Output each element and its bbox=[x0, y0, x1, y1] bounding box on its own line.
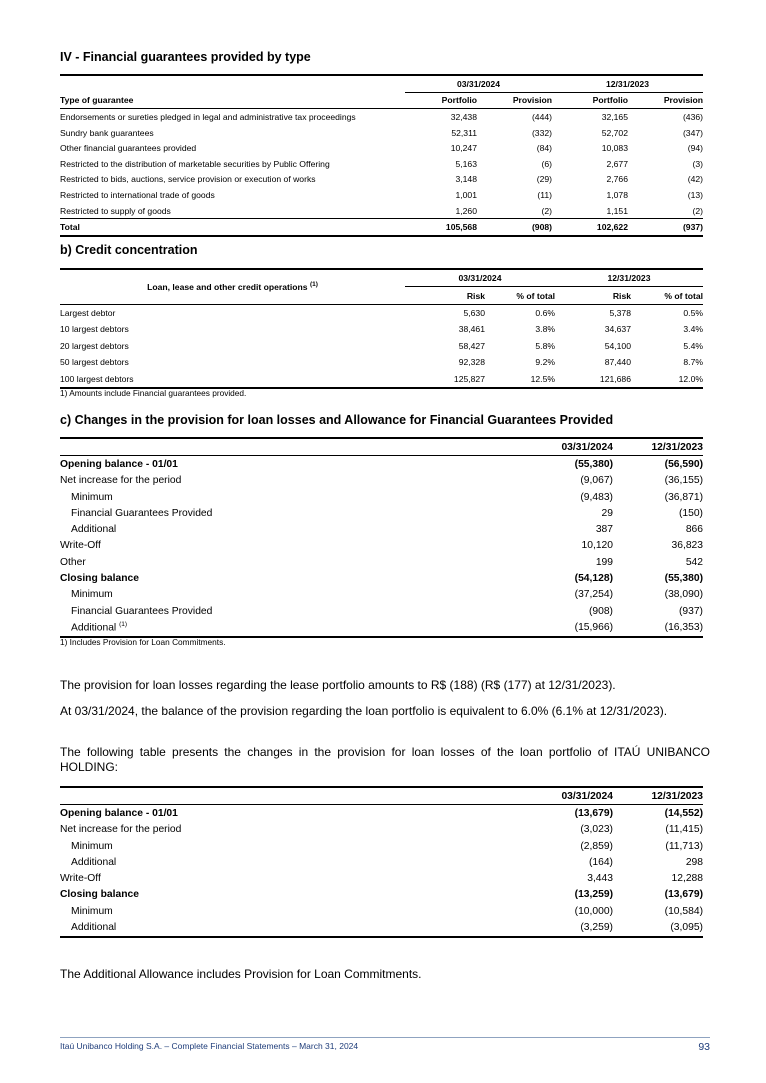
table-row: Opening balance - 01/01 (13,679) (14,552) bbox=[60, 807, 703, 819]
table-row: Additional $^{(1)}$ (15,966) (16,353) bbox=[60, 619, 703, 636]
table-row: Minimum (2,859) (11,713) bbox=[71, 840, 703, 852]
section-iv-title: IV - Financial guarantees provided by type bbox=[60, 50, 311, 64]
section-c-title: c) Changes in the provision for loan losses and Allowance for Financial Guarantees Provided bbox=[60, 413, 614, 427]
page-number: 93 bbox=[698, 1041, 710, 1053]
table-row: Financial Guarantees Provided (908) (937) bbox=[71, 605, 703, 617]
iv-col-portfolio-1: Portfolio bbox=[405, 92, 477, 109]
table-row: Opening balance - 01/01 (55,380) (56,590) bbox=[60, 458, 703, 470]
section-c-note: 1) Includes Provision for Loan Commitments. bbox=[60, 637, 226, 647]
table-row: Write-Off 3,443 12,288 bbox=[60, 873, 703, 885]
table-row: 10 largest debtors 38,461 3.8% 34,637 3.4% bbox=[60, 324, 703, 335]
b-period2: 12/31/2023 bbox=[555, 269, 703, 287]
table-row: Other financial guarantees provided 10,247 (84) 10,083 (94) bbox=[60, 143, 703, 154]
table-row: 50 largest debtors 92,328 9.2% 87,440 8.7% bbox=[60, 357, 703, 368]
total-row: Total 105,568 (908) 102,622 (937) bbox=[60, 219, 703, 236]
paragraph-intro: The following table presents the changes in the provision for loan losses of the loan portfolio of ITAÚ UNIBANCO HOLDING: bbox=[60, 745, 710, 774]
section-b-title: b) Credit concentration bbox=[60, 243, 198, 257]
c-period1: 03/31/2024 bbox=[523, 438, 613, 456]
d-period1: 03/31/2024 bbox=[523, 787, 613, 805]
iv-period1: 03/31/2024 bbox=[405, 75, 552, 92]
paragraph-balance: At 03/31/2024, the balance of the provision regarding the loan portfolio is equivalent to 6.0% (6.1% at 12/31/2023). bbox=[60, 704, 668, 718]
table-row: Additional (3,259) (3,095) bbox=[60, 919, 703, 936]
c-period2: 12/31/2023 bbox=[613, 438, 703, 456]
table-row: Minimum (10,000) (10,584) bbox=[71, 905, 703, 917]
iv-col-portfolio-2: Portfolio bbox=[552, 92, 628, 109]
table-row: Other 199 542 bbox=[60, 556, 703, 568]
b-col-risk-1: Risk bbox=[405, 287, 485, 304]
paragraph-lease: The provision for loan losses regarding the lease portfolio amounts to R$ (188) (R$ (177) at 12/31/2023). bbox=[60, 678, 616, 692]
guarantees-table bbox=[60, 74, 703, 237]
table-row: Financial Guarantees Provided 29 (150) bbox=[71, 507, 703, 519]
table-row: Restricted to the distribution of marketable securities by Public Offering 5,163 (6) 2,677 (3) bbox=[60, 158, 703, 169]
b-col-pct-1: % of total bbox=[485, 287, 555, 304]
b-col-risk-2: Risk bbox=[555, 287, 631, 304]
iv-col-provision-2: Provision bbox=[628, 92, 703, 109]
footer-text: Itaú Unibanco Holding S.A. – Complete Financial Statements – March 31, 2024 bbox=[60, 1041, 359, 1051]
loan-provision-table bbox=[60, 786, 703, 938]
table-row: Minimum (37,254) (38,090) bbox=[71, 589, 703, 601]
table-row: Additional 387 866 bbox=[71, 524, 703, 536]
section-b-note: 1) Amounts include Financial guarantees provided. bbox=[60, 388, 247, 398]
b-col-pct-2: % of total bbox=[631, 287, 703, 304]
table-row: Net increase for the period (9,067) (36,155) bbox=[60, 475, 703, 487]
provision-changes-table bbox=[60, 437, 703, 638]
table-row: 20 largest debtors 58,427 5.8% 54,100 5.4% bbox=[60, 340, 703, 351]
b-col-label: Loan, lease and other credit operations $^{(1)}$ bbox=[60, 269, 405, 304]
table-row: Endorsements or sureties pledged in legal and administrative tax proceedings 32,438 (444) 32,165 (436) bbox=[60, 111, 703, 122]
table-row: Minimum (9,483) (36,871) bbox=[71, 491, 703, 503]
table-row: Restricted to international trade of goods 1,001 (11) 1,078 (13) bbox=[60, 189, 703, 200]
table-row: Closing balance (13,259) (13,679) bbox=[60, 889, 703, 901]
table-row: Sundry bank guarantees 52,311 (332) 52,702 (347) bbox=[60, 127, 703, 138]
iv-period2: 12/31/2023 bbox=[552, 75, 703, 92]
footer-divider bbox=[60, 1037, 710, 1038]
table-row: Write-Off 10,120 36,823 bbox=[60, 540, 703, 552]
credit-concentration-table bbox=[60, 268, 703, 389]
table-row: Additional (164) 298 bbox=[71, 856, 703, 868]
table-row: 100 largest debtors 125,827 12.5% 121,686 12.0% bbox=[60, 370, 703, 387]
table-row: Closing balance (54,128) (55,380) bbox=[60, 573, 703, 585]
b-period1: 03/31/2024 bbox=[405, 269, 555, 287]
iv-col-type: Type of guarantee bbox=[60, 92, 405, 109]
d-period2: 12/31/2023 bbox=[613, 787, 703, 805]
table-row: Restricted to supply of goods 1,260 (2) 1,151 (2) bbox=[60, 203, 703, 219]
table-row: Net increase for the period (3,023) (11,415) bbox=[60, 824, 703, 836]
iv-col-provision-1: Provision bbox=[477, 92, 552, 109]
paragraph-additional: The Additional Allowance includes Provision for Loan Commitments. bbox=[60, 967, 422, 981]
table-row: Largest debtor 5,630 0.6% 5,378 0.5% bbox=[60, 307, 703, 318]
table-row: Restricted to bids, auctions, service provision or execution of works 3,148 (29) 2,766 (42) bbox=[60, 174, 703, 185]
